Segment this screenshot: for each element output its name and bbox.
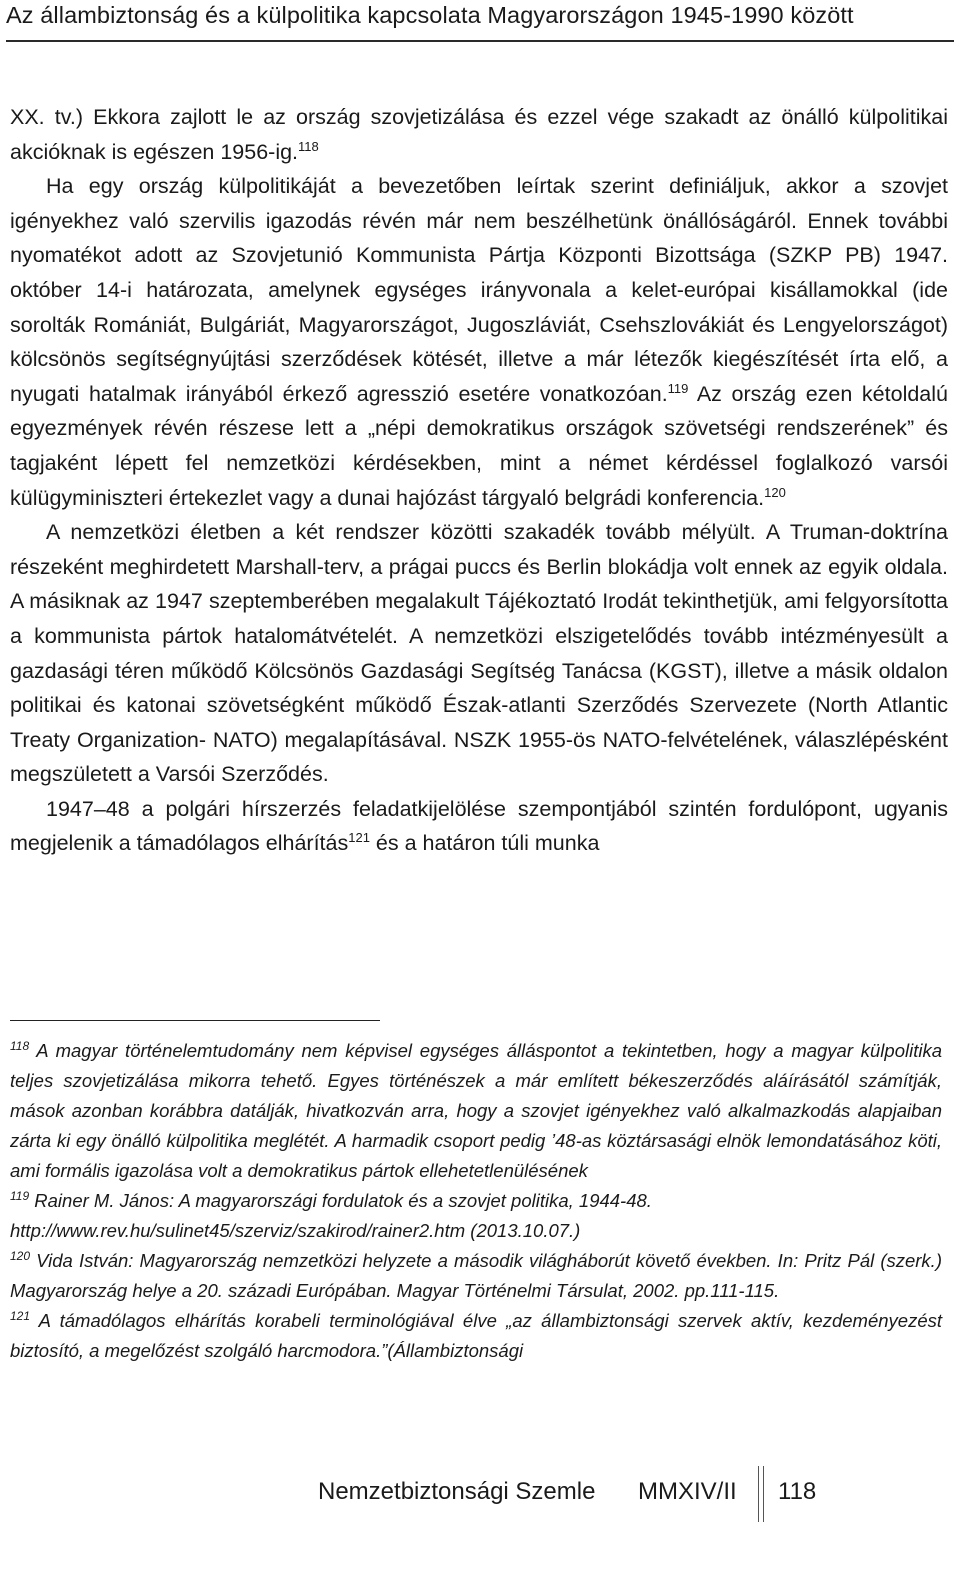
paragraph-3-text: A nemzetközi életben a két rendszer közötti szakadék tovább mélyült. A Truman-doktrína részeként meghirdetett Marshall-terv, a prágai puccs és Berlin blokádja volt ennek az egyik oldala. A másiknak az 1947 szeptemberében megalakult Tájékoztató Irodát tekinthetjük, ami felgyorsította a kommunista pártok hatalomátvételét. A nemzetközi elszigetelődés tovább intézményesült a gazdasági téren működő Kölcsönös Gazdasági Segítség Tanácsa (KGST), illetve a másik oldalon politikai és katonai szövetségként működő Észak-atlanti Szerződés Szervezete (North Atlantic Treaty Organization- NATO) megalapításával. NSZK 1955-ös NATO-felvételének, válaszlépésként megszületett a Varsói Szerződés. [10, 520, 948, 787]
paragraph-2-text-a: Ha egy ország külpolitikáját a bevezetőben leírtak szerint definiáljuk, akkor a szovjet igényekhez való szervilis igazodás révén már nem beszélhetünk önállóságáról. Ennek további nyomatékot adott az Szovjetunió Kommunista Pártja Központi Bizottsága (SZKP PB) 1947. október 14-i határozata, amelynek egységes irányvonala a kelet-európai kisállamokkal (ide sorolták Romániát, Bulgáriát, Magyarországot, Jugoszláviát, Csehszlovákiát és Lengyelországot) kölcsönös segítségnyújtási szerződések kötését, illetve a már létezők kiegészítését írta elő, a nyugati hatalmak irányából érkező agresszió esetére vonatkozóan. [10, 174, 948, 406]
footnote-number: 121 [10, 1308, 31, 1323]
main-text [10, 100, 948, 861]
page-footer [0, 1466, 960, 1526]
footnote-url[interactable]: http://www.rev.hu/sulinet45/szerviz/szakirod/rainer2.htm (2013.10.07.) [10, 1220, 581, 1241]
footnote-text: A támadólagos elhárítás korabeli terminológiával élve „az állambiztonsági szervek aktív, kezdeményezést biztosító, a megelőzést szolgáló harcmodora.”(Állambiztonsági [10, 1310, 942, 1361]
footnote-ref-119[interactable]: 119 [667, 380, 689, 396]
paragraph-2 [10, 169, 948, 515]
footnote-ref-121[interactable]: 121 [348, 830, 370, 846]
footer-divider [758, 1466, 764, 1522]
footer-issue: MMXIV/II [638, 1478, 737, 1505]
footnote-text: Vida István: Magyarország nemzetközi helyzete a második világháborút követő években. In: Pritz Pál (szerk.) Magyarország helye a 20. századi Európában. Magyar Történelmi Társulat, 2002. pp.111-115. [10, 1250, 942, 1301]
footnote-number: 120 [10, 1248, 31, 1263]
footnote-ref-120[interactable]: 120 [764, 484, 786, 500]
footnote-text: Rainer M. János: A magyarországi fordulatok és a szovjet politika, 1944-48. [29, 1190, 652, 1211]
footnote-separator [10, 1020, 380, 1021]
paragraph-3 [10, 515, 948, 792]
paragraph-4 [10, 792, 948, 861]
footnote-text: A magyar történelemtudomány nem képvisel egységes álláspontot a tekintetben, hogy a magyar külpolitika teljes szovjetizálása mikorra tehető. Egyes történészek a már említett békeszerződés aláírásától számítják, mások azonban korábbra datálják, hivatkozván arra, hogy a szovjet igényekhez való alkalmazkodás alapjaiban zárta ki egy önálló külpolitika meglétét. A harmadik csoport pedig ’48-as köztársasági elnök lemondatásához köti, ami formális igazolása volt a demokratikus pártok ellehetetlenülésének [10, 1040, 942, 1181]
footnotes [10, 1036, 942, 1366]
paragraph-4-text-b: és a határon túli munka [369, 831, 600, 856]
page-number: 118 [778, 1478, 817, 1505]
paragraph-4-text-a: 1947–48 a polgári hírszerzés feladatkijelölése szempontjából szintén fordulópont, ugyanis megjelenik a támadólagos elhárítás [10, 796, 948, 856]
footnote-119 [10, 1186, 942, 1246]
footnote-number: 119 [10, 1188, 30, 1203]
paragraph-2-text-b: Az ország ezen kétoldalú egyezmények révén részese lett a „népi demokratikus országok szövetségi rendszerének” és tagjaként lépett fel nemzetközi kérdésekben, mint a német kérdéssel foglalkozó varsói külügyminiszteri értekezlet vagy a dunai hajózást tárgyaló belgrádi konferencia. [10, 381, 948, 510]
footnote-121 [10, 1306, 942, 1366]
footer-journal-name: Nemzetbiztonsági Szemle [318, 1478, 596, 1505]
paragraph-1 [10, 100, 948, 169]
footnote-number: 118 [10, 1038, 30, 1053]
footnote-120 [10, 1246, 942, 1306]
footnote-ref-118[interactable]: 118 [298, 138, 319, 154]
running-header [6, 0, 954, 42]
running-header-title: Az állambiztonság és a külpolitika kapcsolata Magyarországon 1945-1990 között [6, 2, 854, 28]
paragraph-1-text: XX. tv.) Ekkora zajlott le az ország szovjetizálása és ezzel vége szakadt az önálló külpolitikai akcióknak is egészen 1956-ig. [10, 105, 948, 164]
footnote-118 [10, 1036, 942, 1186]
